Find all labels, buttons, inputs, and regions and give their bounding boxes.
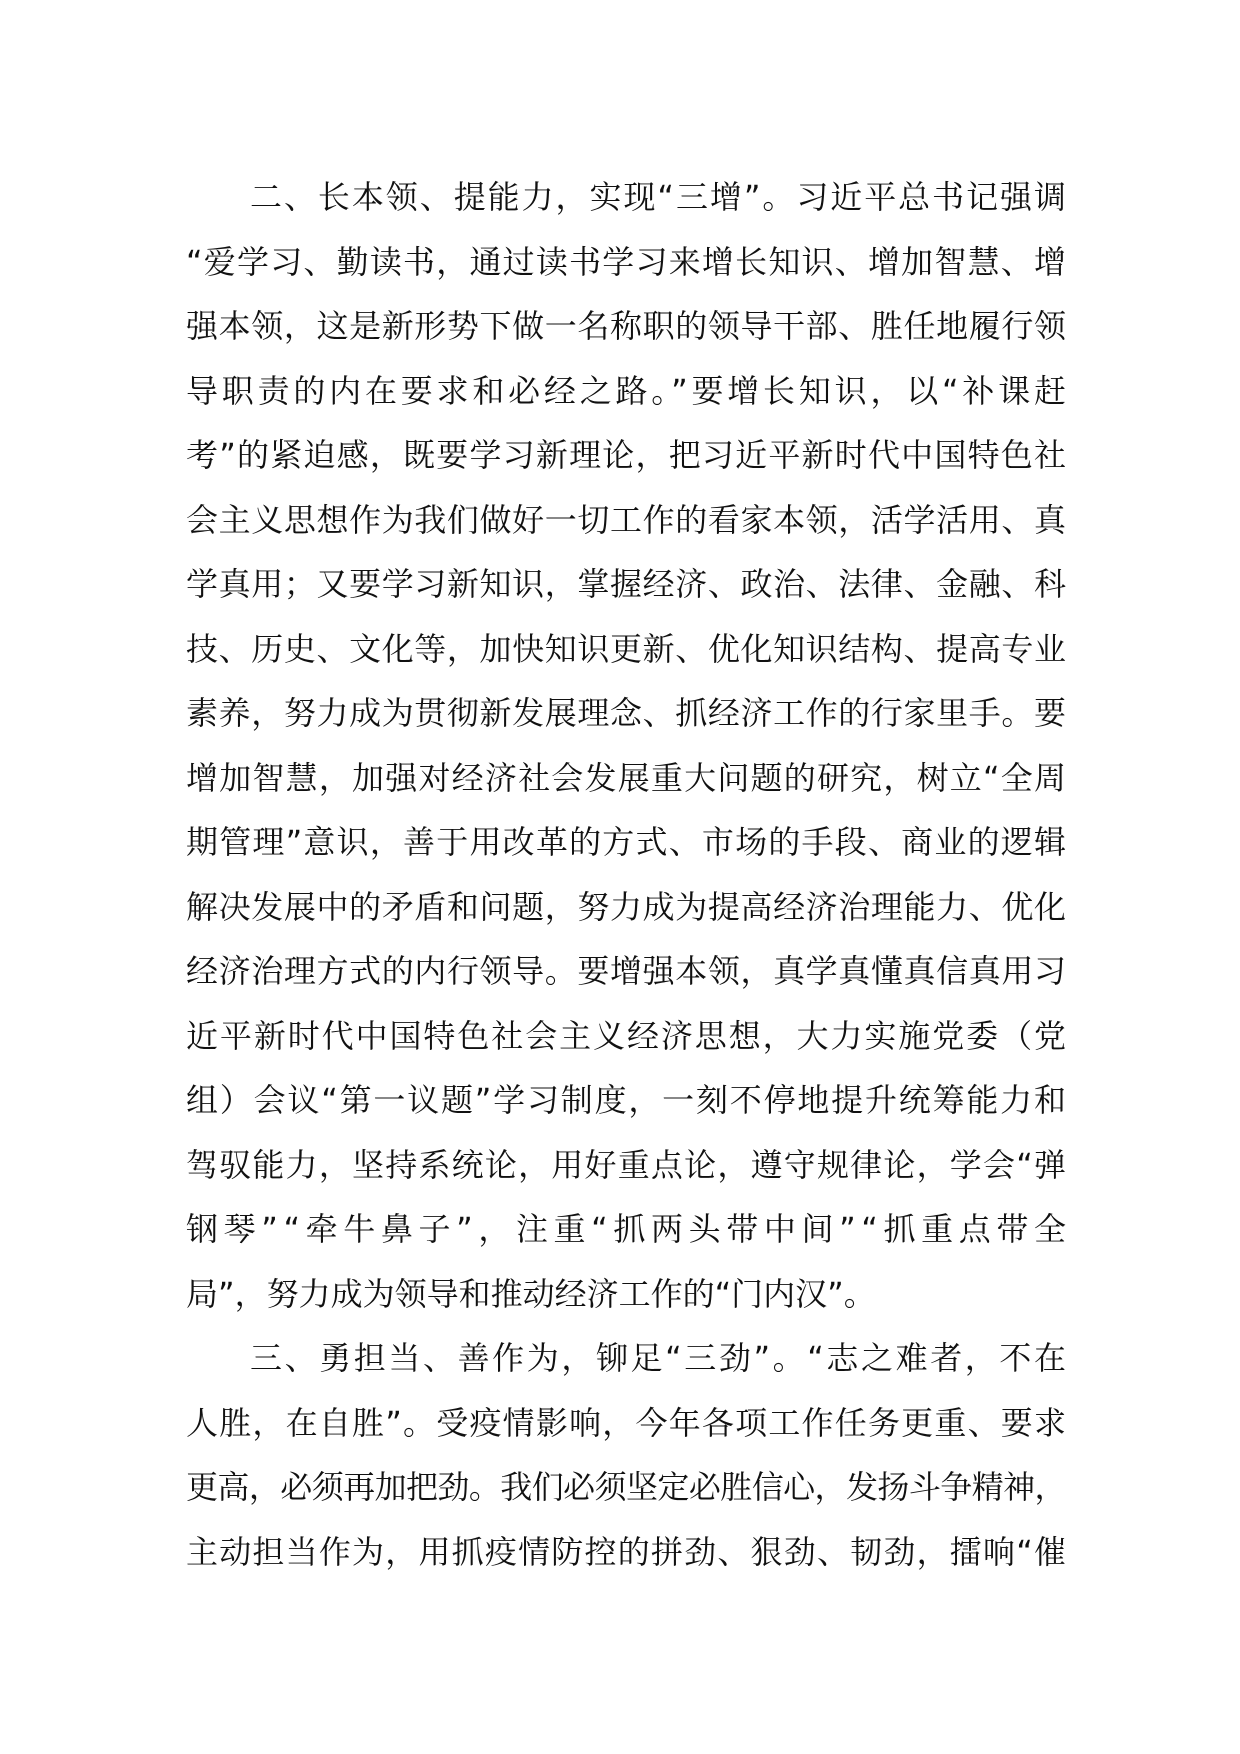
text-line — [186, 681, 1066, 746]
text-line — [186, 617, 1066, 682]
line-text: 更高，必须再加把劲。我们必须坚定必胜信心，发扬斗争精神， — [186, 1468, 1066, 1506]
line-text: 组）会议“第一议题”学习制度，一刻不停地提升统筹能力和 — [186, 1081, 1068, 1119]
text-line — [186, 552, 1066, 617]
text-line — [186, 1133, 1066, 1198]
line-text: 期管理”意识，善于用改革的方式、市场的手段、商业的逻辑 — [186, 823, 1068, 861]
text-line — [186, 423, 1066, 488]
text-line — [186, 1004, 1066, 1069]
line-text: 局”，努力成为领导和推动经济工作的“门内汉”。 — [186, 1274, 876, 1313]
line-text: 经济治理方式的内行领导。要增强本领，真学真懂真信真用习 — [186, 952, 1067, 990]
text-line — [186, 165, 1066, 230]
text-line — [186, 359, 1070, 424]
document-body — [186, 165, 1072, 1584]
line-text: “爱学习、勤读书，通过读书学习来增长知识、增加智慧、增 — [186, 242, 1068, 281]
text-line — [186, 875, 1066, 940]
line-text: 三、勇担当、善作为，铆足“三劲”。“志之难者，不在 — [250, 1339, 1069, 1377]
line-text: 解决发展中的矛盾和问题，努力成为提高经济治理能力、优化 — [186, 887, 1067, 926]
text-line — [186, 810, 1066, 875]
text-line — [186, 1197, 1072, 1262]
text-line — [186, 1262, 1066, 1327]
line-text: 主动担当作为，用抓疫情防控的拼劲、狠劲、韧劲，擂响“催 — [186, 1532, 1068, 1571]
text-line — [186, 294, 1066, 359]
text-line — [186, 230, 1066, 295]
text-line — [186, 746, 1066, 811]
text-line — [186, 1068, 1066, 1133]
text-line — [186, 1391, 1066, 1456]
text-line — [186, 488, 1066, 553]
text-line — [186, 1520, 1066, 1585]
line-text: 技、历史、文化等，加快知识更新、优化知识结构、提高专业 — [186, 629, 1067, 668]
line-text: 增加智慧，加强对经济社会发展重大问题的研究，树立“全周 — [186, 758, 1068, 797]
line-text: 考”的紧迫感，既要学习新理论，把习近平新时代中国特色社 — [186, 436, 1068, 474]
text-line — [186, 939, 1066, 1004]
text-line — [186, 1326, 1069, 1391]
line-text: 钢琴”“牵牛鼻子”，注重“抓两头带中间”“抓重点带全 — [186, 1210, 1072, 1248]
line-text: 学真用；又要学习新知识，掌握经济、政治、法律、金融、科 — [186, 565, 1067, 603]
line-text: 强本领，这是新形势下做一名称职的领导干部、胜任地履行领 — [186, 307, 1067, 345]
line-text: 人胜，在自胜”。受疫情影响，今年各项工作任务更重、要求 — [186, 1403, 1068, 1442]
line-text: 会主义思想作为我们做好一切工作的看家本领，活学活用、真 — [186, 500, 1067, 539]
line-text: 素养，努力成为贯彻新发展理念、抓经济工作的行家里手。要 — [186, 694, 1067, 732]
line-text: 导职责的内在要求和必经之路。”要增长知识，以“补课赶 — [186, 371, 1070, 410]
line-text: 近平新时代中国特色社会主义经济思想，大力实施党委（党 — [186, 1016, 1068, 1055]
line-text: 驾驭能力，坚持系统论，用好重点论，遵守规律论，学会“弹 — [186, 1145, 1068, 1184]
text-line — [186, 1455, 1066, 1520]
line-text: 二、长本领、提能力，实现“三增”。习近平总书记强调 — [250, 178, 1068, 216]
